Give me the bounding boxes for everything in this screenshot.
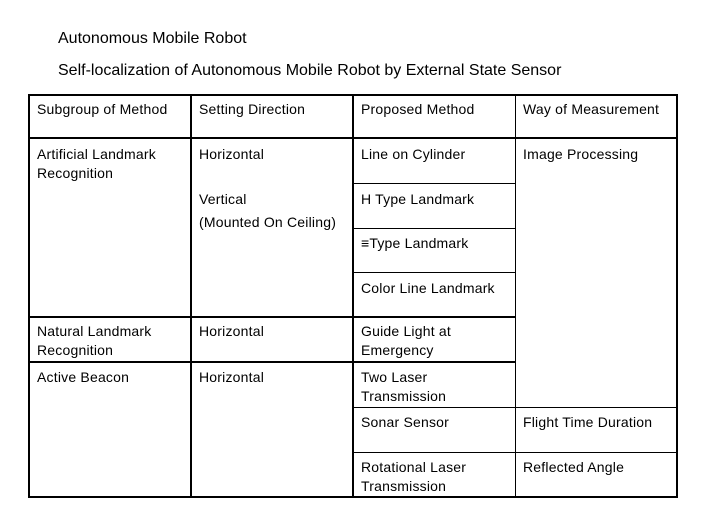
direction-horizontal: Horizontal <box>199 369 265 385</box>
table-cell-text: Two Laser <box>361 369 428 385</box>
column-divider <box>352 94 354 498</box>
table-border-right <box>676 94 678 498</box>
table-cell-text: Rotational Laser <box>361 459 467 475</box>
method-triple-bar-type-landmark: ≡Type Landmark <box>361 235 469 251</box>
column-header-measurement: Way of Measurement <box>523 101 660 117</box>
method-rotational-laser-transmission <box>361 458 466 496</box>
subgroup-artificial-landmark <box>37 145 156 183</box>
method-two-laser-transmission <box>361 368 446 406</box>
table-cell-text: Guide Light at <box>361 323 451 339</box>
table-border-left <box>28 94 30 498</box>
table-cell-text: Transmission <box>361 388 447 404</box>
method-guide-light <box>361 322 451 360</box>
table-cell-text: Natural Landmark <box>37 323 152 339</box>
method-color-line-landmark: Color Line Landmark <box>361 280 495 296</box>
table-cell-text: Recognition <box>37 165 114 181</box>
table-cell-text: Vertical <box>199 191 247 207</box>
method-h-type-landmark: H Type Landmark <box>361 191 475 207</box>
table-cell-text: Recognition <box>37 342 114 358</box>
subgroup-active-beacon: Active Beacon <box>37 369 130 385</box>
method-line-on-cylinder: Line on Cylinder <box>361 146 466 162</box>
direction-vertical <box>199 188 336 234</box>
row-divider <box>353 183 516 184</box>
method-sonar-sensor: Sonar Sensor <box>361 414 450 430</box>
section-divider <box>28 361 516 363</box>
table-cell-text: Artificial Landmark <box>37 146 156 162</box>
measurement-image-processing: Image Processing <box>523 146 639 162</box>
column-header-direction: Setting Direction <box>199 101 306 117</box>
direction-horizontal: Horizontal <box>199 323 265 339</box>
measurement-reflected-angle: Reflected Angle <box>523 459 625 475</box>
page-subtitle: Self-localization of Autonomous Mobile Robot by External State Sensor <box>58 62 562 79</box>
column-header-subgroup: Subgroup of Method <box>37 101 168 117</box>
methods-table <box>28 94 678 498</box>
row-divider <box>353 228 516 229</box>
column-divider <box>515 94 516 498</box>
table-cell-text: (Mounted On Ceiling) <box>199 214 337 230</box>
direction-horizontal: Horizontal <box>199 146 265 162</box>
column-header-method: Proposed Method <box>361 101 475 117</box>
table-cell-text: Transmission <box>361 478 447 494</box>
measurement-flight-time-duration: Flight Time Duration <box>523 414 653 430</box>
row-divider <box>353 272 516 273</box>
page-title: Autonomous Mobile Robot <box>58 30 247 47</box>
column-divider <box>190 94 192 498</box>
subgroup-natural-landmark <box>37 322 151 360</box>
section-divider <box>28 316 516 318</box>
table-cell-text: Emergency <box>361 342 434 358</box>
